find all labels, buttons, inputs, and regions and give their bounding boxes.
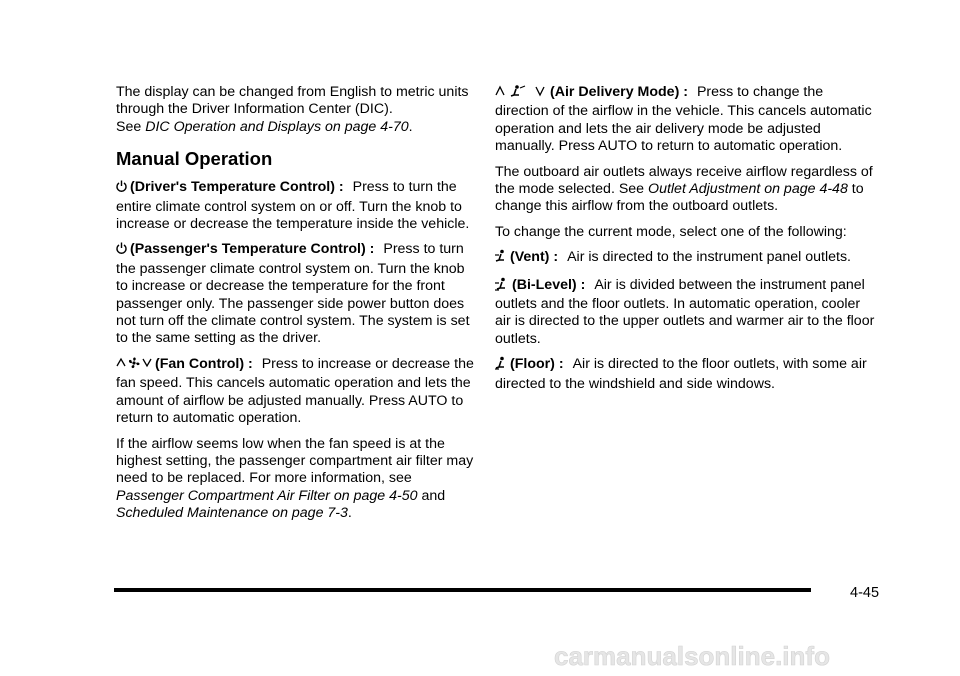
left-column xyxy=(116,84,478,531)
bi-level-icon xyxy=(495,277,509,296)
section-heading: Manual Operation xyxy=(116,148,273,170)
power-icon xyxy=(116,242,127,260)
floor-icon xyxy=(495,356,507,375)
intro-paragraph: The display can be changed from English to metric units through the Driver Information Center (DIC). See DIC Operation and Displays on page 4-70. xyxy=(116,84,469,135)
watermark-logo xyxy=(552,643,957,671)
floor-paragraph: (Floor) : Air is directed to the floor outlets, with some air directed to the windshield and side windows. xyxy=(495,356,867,392)
change-mode-paragraph: To change the current mode, select one of the following: xyxy=(495,223,847,240)
maintenance-reference: Scheduled Maintenance on page 7-3 xyxy=(116,505,348,522)
fan-control-icon xyxy=(116,356,152,375)
page-number: 4-45 xyxy=(850,585,880,601)
power-icon xyxy=(116,180,127,198)
footer-rule xyxy=(114,588,811,592)
driver-temp-paragraph: (Driver's Temperature Control) : Press to turn the entire climate control system on or off. Turn the knob to increase or decrease the temperature inside the vehicle. xyxy=(116,179,470,233)
air-delivery-mode-icon xyxy=(495,84,547,103)
outboard-paragraph: The outboard air outlets always receive airflow regardless of the mode selected. See Outlet Adjustment on page 4-48 to change this airflow from the outboard outlets. xyxy=(495,163,873,215)
air-delivery-paragraph: (Air Delivery Mode) : Press to change the direction of the airflow in the vehicle. This cancels automatic operation and lets the air delivery mode be adjusted manually. Press AUTO to return to automatic operation. xyxy=(495,84,872,155)
airflow-paragraph: If the airflow seems low when the fan speed is at the highest setting, the passenger compartment air filter may need to be replaced. For more information, see Passenger Compartment Air Filter on page 4-50 and Scheduled Maintenance on page 7-3. xyxy=(116,435,474,522)
right-column xyxy=(495,84,877,401)
fan-control-paragraph: (Fan Control) : Press to increase or decrease the fan speed. This cancels automatic operation and lets the amount of airflow be adjusted manually. Press AUTO to return to automatic operation. xyxy=(116,355,474,427)
passenger-temp-paragraph: (Passenger's Temperature Control) : Press to turn the passenger climate control system on. Turn the knob to increase or decrease the temperature for the front passenger only. The passenger side power button does not turn off the climate control system. The system is set to the same setting as the driver. xyxy=(116,241,470,347)
dic-reference: DIC Operation and Displays on page 4-70 xyxy=(145,118,409,135)
vent-paragraph: (Vent) : Air is directed to the instrument panel outlets. xyxy=(495,249,877,268)
outlet-reference: Outlet Adjustment on page 4-48 xyxy=(648,181,848,198)
svg-text:carmanualsonline.info: carmanualsonline.info xyxy=(554,643,830,671)
vent-icon xyxy=(495,249,507,268)
air-filter-reference: Passenger Compartment Air Filter on page 4-50 xyxy=(116,487,418,504)
bi-level-paragraph: (Bi-Level) : Air is divided between the instrument panel outlets and the floor outlets. In automatic operation, cooler air is directed to the upper outlets and warmer air to the floor outlets. xyxy=(495,276,875,347)
